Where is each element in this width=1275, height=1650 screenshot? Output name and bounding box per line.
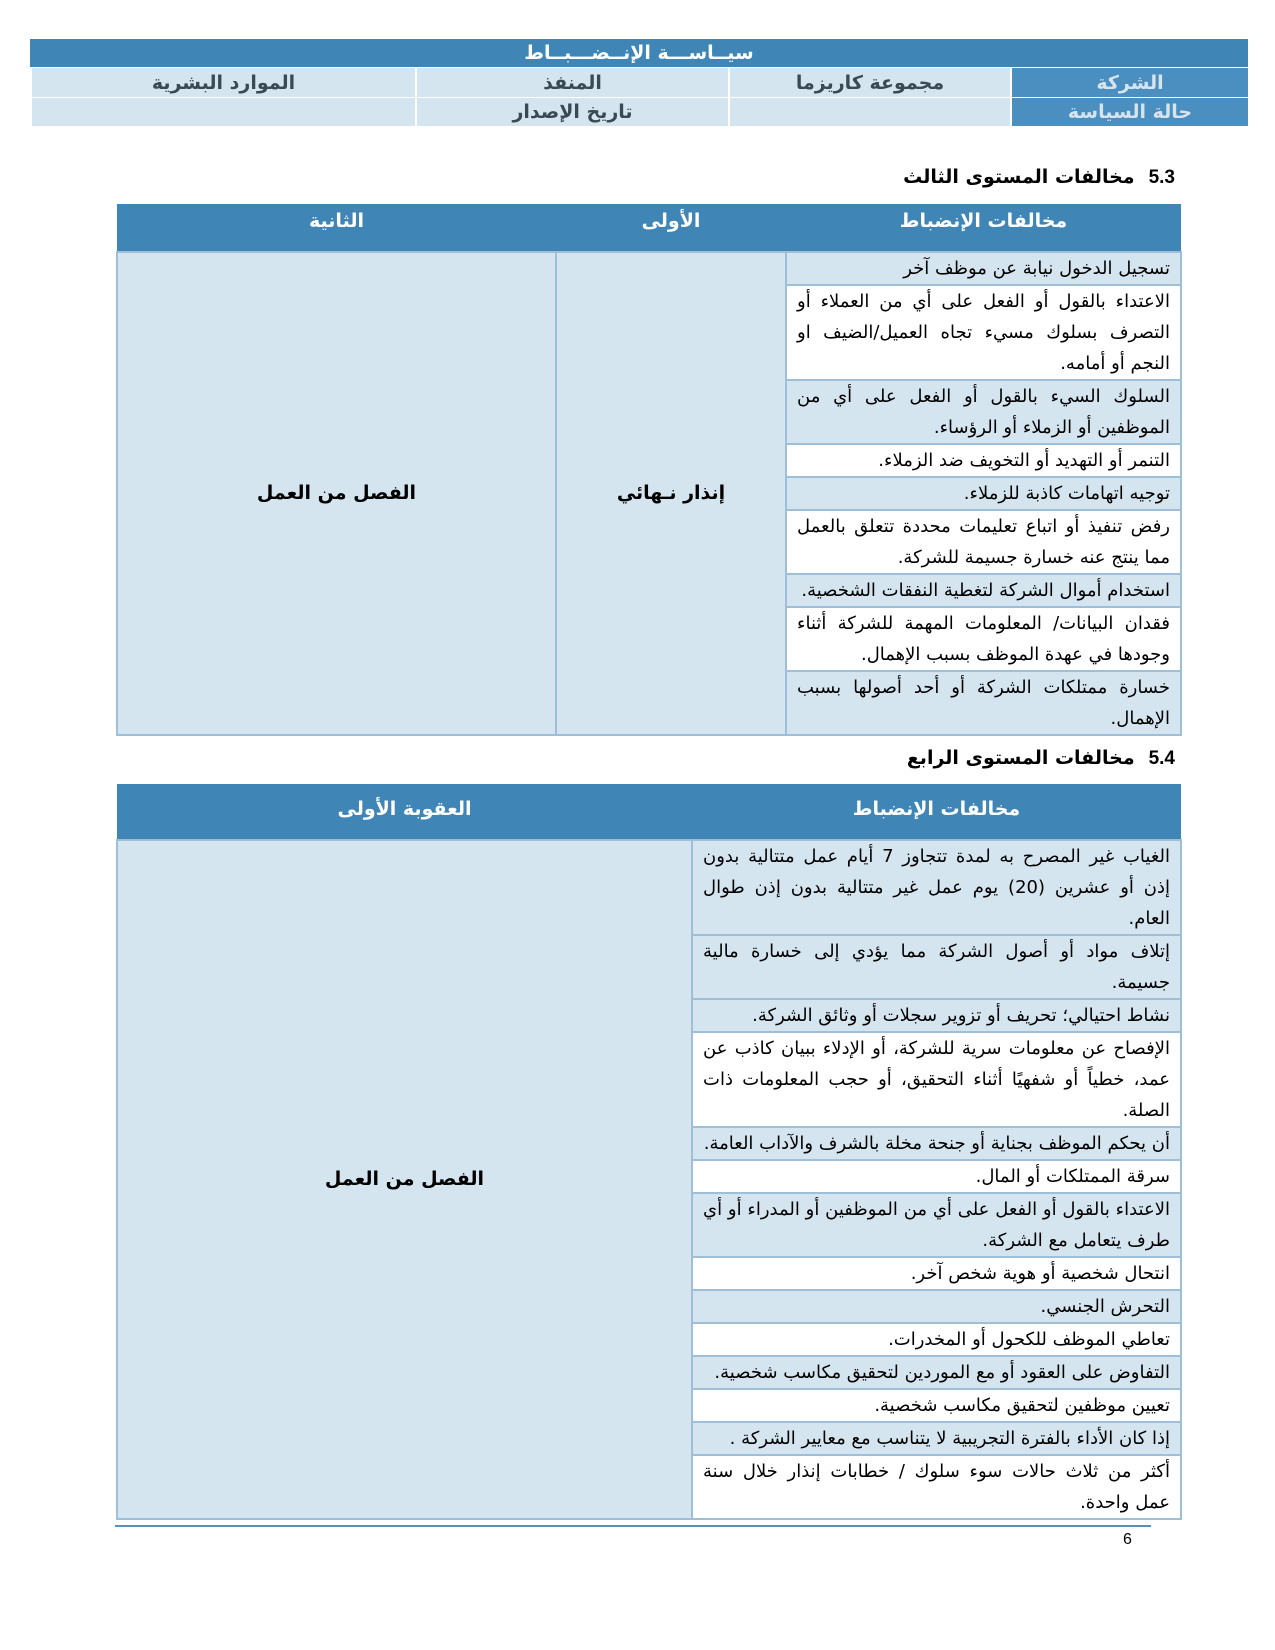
second-penalty: الفصل من العمل [117, 252, 556, 735]
violation-item: التنمر أو التهديد أو التخويف ضد الزملاء. [786, 444, 1181, 477]
policy-header [30, 39, 1248, 126]
violation-item: الاعتداء بالقول أو الفعل على أي من الموظفين أو المدراء أو أي طرف يتعامل مع الشركة. [692, 1193, 1181, 1257]
company-value: مجموعة كاريزما [728, 68, 1010, 97]
section-5-3-heading [903, 166, 1175, 189]
violation-item: رفض تنفيذ أو اتباع تعليمات محددة تتعلق بالعمل مما ينتج عنه خسارة جسيمة للشركة. [786, 510, 1181, 574]
company-label: الشركة [1010, 68, 1248, 97]
section-5-4-heading [907, 747, 1175, 770]
violation-item: فقدان البيانات/ المعلومات المهمة للشركة أثناء وجودها في عهدة الموظف بسبب الإهمال. [786, 607, 1181, 671]
first-penalty: الفصل من العمل [117, 840, 692, 1519]
executor-value: الموارد البشرية [30, 68, 415, 97]
column-header-first-penalty: العقوبة الأولى [117, 784, 692, 840]
header-row-status [30, 98, 1248, 126]
page-number: 6 [1123, 1531, 1132, 1548]
section-title: مخالفات المستوى الرابع [906, 747, 1135, 769]
violation-item: خسارة ممتلكات الشركة أو أحد أصولها بسبب الإهمال. [786, 671, 1181, 735]
section-number: 5.3 [1148, 167, 1175, 188]
header-row-company [30, 68, 1248, 97]
violation-item: الغياب غير المصرح به لمدة تتجاوز 7 أيام عمل متتالية بدون إذن أو عشرين (20) يوم عمل غير متتالية بدون إذن طوال العام. [692, 840, 1181, 935]
level-3-violations-table [116, 204, 1182, 736]
violation-item: تعاطي الموظف للكحول أو المخدرات. [692, 1323, 1181, 1356]
executor-label: المنفذ [415, 68, 728, 97]
column-header-second: الثانية [117, 204, 556, 252]
violation-item: أكثر من ثلاث حالات سوء سلوك / خطابات إنذار خلال سنة عمل واحدة. [692, 1455, 1181, 1519]
violation-item: إذا كان الأداء بالفترة التجريبية لا يتناسب مع معايير الشركة . [692, 1422, 1181, 1455]
issue-date-value [30, 98, 415, 126]
violation-item: التحرش الجنسي. [692, 1290, 1181, 1323]
status-label: حالة السياسة [1010, 98, 1248, 126]
status-value [728, 98, 1010, 126]
column-header-violations: مخالفات الإنضباط [692, 784, 1181, 840]
violation-item: الإفصاح عن معلومات سرية للشركة، أو الإدلاء ببيان كاذب عن عمد، خطياً أو شفهيًا أثناء التحقيق، أو حجب المعلومات ذات الصلة. [692, 1032, 1181, 1127]
violation-item: أن يحكم الموظف بجناية أو جنحة مخلة بالشرف والآداب العامة. [692, 1127, 1181, 1160]
violation-item: تعيين موظفين لتحقيق مكاسب شخصية. [692, 1389, 1181, 1422]
violation-item: سرقة الممتلكات أو المال. [692, 1160, 1181, 1193]
violation-item: توجيه اتهامات كاذبة للزملاء. [786, 477, 1181, 510]
section-title: مخالفات المستوى الثالث [903, 166, 1135, 188]
violation-item: إتلاف مواد أو أصول الشركة مما يؤدي إلى خسارة مالية جسيمة. [692, 935, 1181, 999]
violation-item: تسجيل الدخول نيابة عن موظف آخر [786, 252, 1181, 285]
footer-divider [115, 1525, 1151, 1527]
policy-title: سيــاســـة الإنــضـــبــاط [30, 39, 1248, 67]
first-penalty: إنذار نـهائي [556, 252, 786, 735]
column-header-violations: مخالفات الإنضباط [786, 204, 1181, 252]
violation-item: التفاوض على العقود أو مع الموردين لتحقيق مكاسب شخصية. [692, 1356, 1181, 1389]
column-header-first: الأولى [556, 204, 786, 252]
violation-item: استخدام أموال الشركة لتغطية النفقات الشخصية. [786, 574, 1181, 607]
level-4-violations-table [116, 784, 1182, 1520]
violation-item: الاعتداء بالقول أو الفعل على أي من العملاء أو التصرف بسلوك مسيء تجاه العميل/الضيف او النجم أو أمامه. [786, 285, 1181, 380]
violation-item: السلوك السيء بالقول أو الفعل على أي من الموظفين أو الزملاء أو الرؤساء. [786, 380, 1181, 444]
issue-date-label: تاريخ الإصدار [415, 98, 728, 126]
violation-item: انتحال شخصية أو هوية شخص آخر. [692, 1257, 1181, 1290]
violation-item: نشاط احتيالي؛ تحريف أو تزوير سجلات أو وثائق الشركة. [692, 999, 1181, 1032]
section-number: 5.4 [1148, 748, 1175, 769]
